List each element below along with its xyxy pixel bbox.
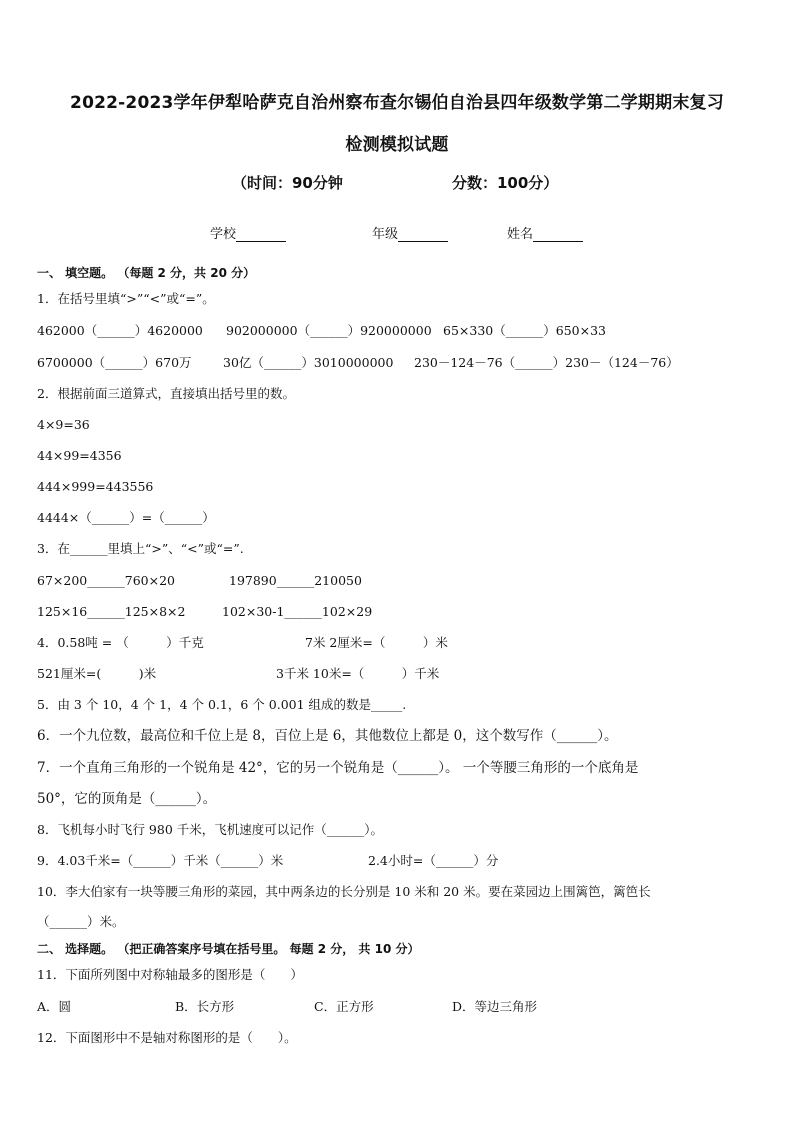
option-a[interactable]: A．圆 xyxy=(37,999,72,1014)
student-fields xyxy=(0,223,794,243)
q3-item: 102×30-1______102×29 xyxy=(222,604,373,619)
question-4: 4．0.58吨 = （ ）千克 xyxy=(37,635,204,650)
q3-item: 125×16______125×8×2 xyxy=(37,604,186,619)
name-blank[interactable] xyxy=(533,227,583,242)
question-12: 12．下面图形中不是轴对称图形的是（ ）。 xyxy=(37,1030,297,1045)
question-6: 6．一个九位数，最高位和千位上是 8，百位上是 6，其他数位上都是 0，这个数写作（______）。 xyxy=(37,728,618,744)
q1-item: 230－124－76（______）230－（124－76） xyxy=(414,355,679,370)
total-score: 分数：100分） xyxy=(452,174,559,192)
question-9: 9．4.03千米=（______）千米（______）米 xyxy=(37,853,284,868)
question-11: 11．下面所列图中对称轴最多的图形是（ ） xyxy=(37,967,303,982)
question-5: 5．由 3 个 10，4 个 1，4 个 0.1，6 个 0.001 组成的数是_____. xyxy=(37,697,407,712)
question-8: 8．飞机每小时飞行 980 千米，飞机速度可以记作（______）。 xyxy=(37,822,384,837)
q2-equation: 44×99=4356 xyxy=(37,448,122,463)
q1-item: 65×330（______）650×33 xyxy=(443,323,606,338)
question-10-cont: （______）米。 xyxy=(37,914,125,929)
question-7: 7．一个直角三角形的一个锐角是 42°，它的另一个锐角是（______）。 一个等腰三角形的一个底角是 xyxy=(37,760,639,776)
grade-label: 年级 xyxy=(372,227,399,242)
question-9-part2: 2.4小时=（______）分 xyxy=(368,853,499,868)
name-field[interactable] xyxy=(507,223,583,242)
option-c[interactable]: C．正方形 xyxy=(314,999,374,1014)
q4-item: 3千米 10米=（ ）千米 xyxy=(276,666,440,681)
question-1: 1．在括号里填“>”“<”或“=”。 xyxy=(37,291,215,306)
q3-item: 67×200______760×20 xyxy=(37,573,175,588)
name-label: 姓名 xyxy=(507,227,534,242)
exam-title-line1: 2022-2023学年伊犁哈萨克自治州察布查尔锡伯自治县四年级数学第二学期期末复习 xyxy=(70,93,724,113)
school-label: 学校 xyxy=(210,227,237,242)
q2-equation: 4×9=36 xyxy=(37,417,90,432)
grade-blank[interactable] xyxy=(398,227,448,242)
q2-equation: 4444×（______）=（______） xyxy=(37,510,215,525)
q1-item: 902000000（______）920000000 xyxy=(226,323,432,338)
q1-item: 6700000（______）670万 xyxy=(37,355,192,370)
q1-item: 462000（______）4620000 xyxy=(37,323,203,338)
q4-item: 7米 2厘米=（ ）米 xyxy=(305,635,448,650)
school-field[interactable] xyxy=(210,223,286,242)
time-limit: （时间：90分钟 xyxy=(232,174,343,192)
option-d[interactable]: D．等边三角形 xyxy=(452,999,538,1014)
q4-item: 521厘米=( )米 xyxy=(37,666,157,681)
grade-field[interactable] xyxy=(372,223,448,242)
section2-heading: 二、 选择题。 （把正确答案序号填在括号里。 每题 2 分， 共 10 分） xyxy=(37,942,420,956)
school-blank[interactable] xyxy=(236,227,286,242)
section1-heading: 一、 填空题。 （每题 2 分，共 20 分） xyxy=(37,266,256,280)
question-10: 10．李大伯家有一块等腰三角形的菜园，其中两条边的长分别是 10 米和 20 米。要在菜园边上围篱笆，篱笆长 xyxy=(37,884,651,899)
exam-info xyxy=(0,172,794,194)
question-2: 2．根据前面三道算式，直接填出括号里的数。 xyxy=(37,386,295,401)
question-7-cont: 50°，它的顶角是（______）。 xyxy=(37,791,217,807)
q1-item: 30亿（______）3010000000 xyxy=(223,355,394,370)
q3-item: 197890______210050 xyxy=(229,573,362,588)
exam-title-line2: 检测模拟试题 xyxy=(345,135,449,155)
q2-equation: 444×999=443556 xyxy=(37,479,154,494)
question-3: 3．在______里填上“>”、“<”或“=”. xyxy=(37,541,244,556)
option-b[interactable]: B．长方形 xyxy=(175,999,235,1014)
